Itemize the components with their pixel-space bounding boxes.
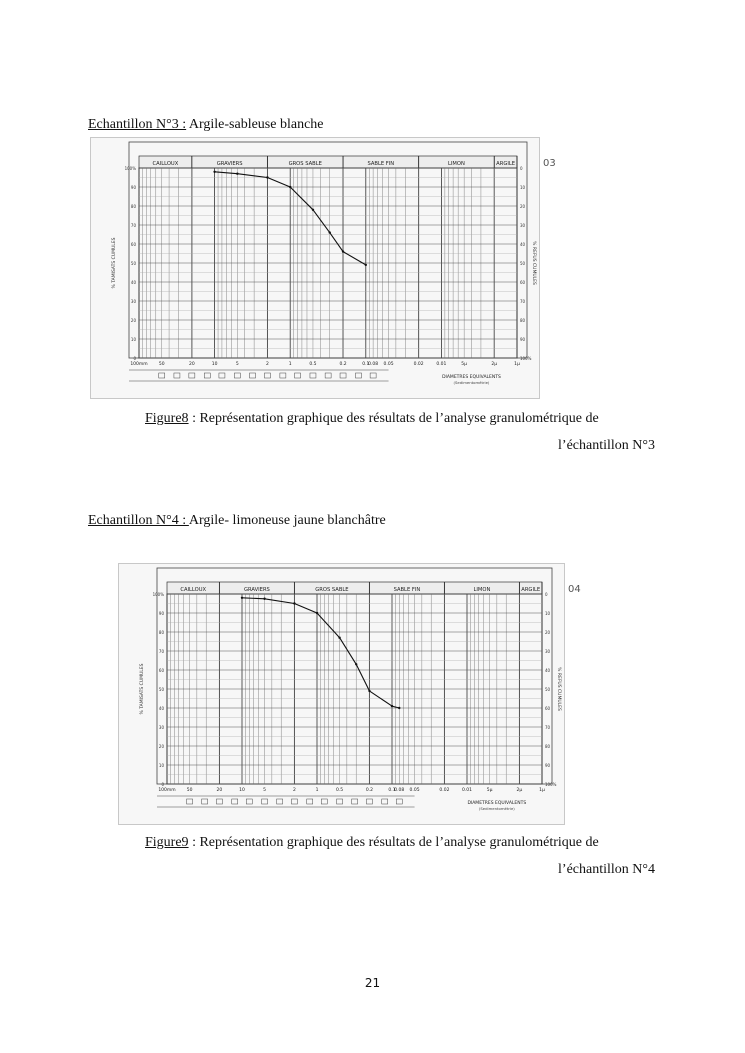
sample-4-title [88, 513, 386, 529]
sieve-box [355, 373, 361, 378]
figure-9-caption [145, 829, 599, 856]
grain-size-chart-sample-4 [118, 563, 565, 825]
x-tick-label: 0.01 [436, 362, 447, 367]
zone-label: GROS SABLE [315, 587, 349, 593]
x-tick-label: 5 [263, 788, 267, 793]
figure-8-caption-text: : Représentation graphique des résultats de l’analyse granulométrique de [188, 411, 599, 426]
data-point [266, 176, 268, 178]
y-tick-right: 80 [545, 744, 551, 749]
x-tick-label: 0.2 [365, 788, 374, 793]
x-axis-subtitle: (Sedimentométrie) [478, 806, 515, 811]
x-tick-label: 20 [188, 362, 195, 367]
x-tick-label: 5μ [461, 362, 468, 367]
data-point [355, 663, 357, 665]
sieve-box [250, 373, 256, 378]
x-tick-label: 0.02 [413, 362, 424, 367]
x-tick-label: 0.05 [383, 362, 394, 367]
zone-label: GROS SABLE [288, 161, 322, 167]
chart-frame [129, 142, 527, 358]
y-tick-left: 90 [130, 185, 136, 190]
y-tick-right: 70 [520, 299, 526, 304]
y-tick-left: 30 [130, 299, 136, 304]
x-tick-label: 2 [266, 362, 269, 367]
y-tick-right: 60 [545, 706, 551, 711]
chart-svg [119, 564, 564, 824]
figure-9-label: Figure9 [145, 835, 189, 850]
y-tick-left: 10 [130, 337, 136, 342]
y-axis-left-title: % TAMISATS CUMULES [112, 237, 117, 289]
sieve-box [262, 799, 268, 804]
sieve-box [321, 799, 327, 804]
sieve-box [352, 799, 358, 804]
y-axis-right-title: % REFUS CUMULES [531, 241, 536, 285]
handwritten-tag-03: 03 [543, 158, 556, 169]
y-tick-right: 90 [520, 337, 526, 342]
x-tick-label: 50 [186, 788, 193, 793]
chart-svg [91, 138, 539, 398]
y-tick-right: 60 [520, 280, 526, 285]
x-tick-label: 100mm [158, 788, 176, 793]
sieve-box [264, 373, 270, 378]
sieve-box [216, 799, 222, 804]
y-tick-left: 80 [130, 204, 136, 209]
sieve-box [396, 799, 402, 804]
x-tick-label: 1 [288, 362, 292, 367]
y-tick-right: 70 [545, 725, 551, 730]
figure-8-caption-line2: l’échantillon N°3 [558, 438, 655, 453]
sieve-box [382, 799, 388, 804]
x-tick-label: 0.05 [409, 788, 420, 793]
sample-3-description: Argile-sableuse blanche [186, 117, 324, 132]
data-point [365, 264, 367, 266]
sieve-box [337, 799, 343, 804]
y-tick-right: 50 [545, 687, 551, 692]
y-tick-left: 30 [158, 725, 164, 730]
sieve-box [187, 799, 193, 804]
x-tick-label: 100mm [130, 362, 148, 367]
y-tick-right: 30 [520, 223, 526, 228]
y-tick-right: 20 [545, 630, 551, 635]
x-tick-label: 20 [216, 788, 223, 793]
y-tick-left: 40 [158, 706, 164, 711]
zone-label: LIMON [448, 161, 465, 167]
sieve-box [280, 373, 286, 378]
figure-9-caption-line2: l’échantillon N°4 [558, 862, 655, 877]
data-point [368, 690, 370, 692]
zone-label: SABLE FIN [367, 161, 395, 167]
y-tick-left: 0 [133, 356, 136, 361]
data-point [263, 598, 265, 600]
y-tick-right: 100% [520, 356, 532, 361]
figure-8-caption [145, 405, 599, 432]
chart-frame [157, 568, 552, 784]
data-point [312, 209, 314, 211]
y-tick-right: 10 [545, 611, 551, 616]
x-tick-label: 2μ [491, 362, 498, 367]
x-tick-label: 10 [211, 362, 218, 367]
y-tick-right: 10 [520, 185, 526, 190]
sample-4-description: Argile- limoneuse jaune blanchâtre [188, 513, 386, 528]
sieve-box [370, 373, 376, 378]
x-tick-label: 1 [315, 788, 319, 793]
x-axis-subtitle: (Sedimentométrie) [453, 380, 490, 385]
sample-3-title [88, 117, 324, 133]
sieve-box [234, 373, 240, 378]
y-tick-right: 40 [520, 242, 526, 247]
data-point [236, 173, 238, 175]
x-tick-label: 2 [292, 788, 296, 793]
y-axis-left-title: % TAMISATS CUMULES [140, 663, 145, 715]
page-number: 21 [364, 976, 381, 990]
y-axis-right-title: % REFUS CUMULES [556, 667, 561, 711]
y-tick-left: 100% [152, 592, 164, 597]
y-tick-left: 20 [158, 744, 164, 749]
x-tick-label: 5μ [486, 788, 493, 793]
grain-size-chart-sample-3 [90, 137, 540, 399]
y-tick-left: 0 [161, 782, 164, 787]
x-tick-label: 0.08 [368, 362, 379, 367]
sieve-box [295, 373, 301, 378]
sieve-box [202, 799, 208, 804]
x-tick-label: 0.08 [394, 788, 405, 793]
y-tick-right: 80 [520, 318, 526, 323]
data-point [391, 705, 393, 707]
data-point [241, 597, 243, 599]
x-axis-title: DIAMETRES EQUIVALENTS [467, 801, 527, 806]
y-tick-left: 60 [158, 668, 164, 673]
y-tick-left: 50 [158, 687, 164, 692]
y-tick-left: 80 [158, 630, 164, 635]
y-tick-right: 20 [520, 204, 526, 209]
sieve-box [232, 799, 238, 804]
y-tick-right: 90 [545, 763, 551, 768]
data-point [289, 186, 291, 188]
data-point [342, 250, 344, 252]
zone-label: ARGILE [521, 587, 541, 593]
data-point [338, 637, 340, 639]
zone-label: CAILLOUX [152, 161, 179, 167]
sieve-box [204, 373, 210, 378]
y-tick-right: 30 [545, 649, 551, 654]
y-tick-left: 40 [130, 280, 136, 285]
x-tick-label: 0.5 [309, 362, 317, 367]
x-tick-label: 50 [158, 362, 165, 367]
data-point [398, 707, 400, 709]
zone-label: CAILLOUX [180, 587, 207, 593]
x-tick-label: 5 [235, 362, 239, 367]
sieve-box [307, 799, 313, 804]
y-tick-right: 40 [545, 668, 551, 673]
x-tick-label: 0.1 [362, 362, 370, 367]
y-tick-left: 60 [130, 242, 136, 247]
data-point [293, 602, 295, 604]
x-tick-label: 1μ [539, 788, 545, 793]
x-tick-label: 2μ [516, 788, 523, 793]
sieve-box [246, 799, 252, 804]
x-tick-label: 0.1 [388, 788, 396, 793]
sample-3-label: Echantillon N°3 : [88, 117, 187, 132]
data-point [316, 612, 318, 614]
y-tick-right: 100% [545, 782, 557, 787]
sieve-box [366, 799, 372, 804]
x-tick-label: 1μ [514, 362, 520, 367]
zone-label: LIMON [473, 587, 491, 593]
data-point [329, 231, 331, 233]
y-tick-left: 100% [124, 166, 136, 171]
x-tick-label: 0.5 [335, 788, 344, 793]
y-tick-left: 90 [158, 611, 164, 616]
sieve-box [219, 373, 225, 378]
y-tick-left: 70 [130, 223, 136, 228]
data-point [213, 171, 215, 173]
sample-4-label: Echantillon N°4 : [88, 513, 189, 528]
figure-8-label: Figure8 [145, 411, 189, 426]
y-tick-right: 50 [520, 261, 526, 266]
sieve-box [159, 373, 165, 378]
zone-label: SABLE FIN [393, 587, 421, 593]
sieve-box [325, 373, 331, 378]
x-tick-label: 0.2 [339, 362, 347, 367]
y-tick-left: 10 [158, 763, 164, 768]
sieve-box [189, 373, 195, 378]
sieve-box [174, 373, 180, 378]
zone-label: GRAVIERS [216, 161, 243, 167]
y-tick-right: 0 [520, 166, 523, 171]
x-axis-title: DIAMETRES EQUIVALENTS [442, 375, 501, 380]
sieve-box [340, 373, 346, 378]
y-tick-left: 70 [158, 649, 164, 654]
figure-9-caption-text: : Représentation graphique des résultats de l’analyse granulométrique de [188, 835, 599, 850]
sieve-box [277, 799, 283, 804]
y-tick-left: 50 [130, 261, 136, 266]
sieve-box [291, 799, 297, 804]
zone-label: ARGILE [496, 161, 516, 167]
x-tick-label: 0.01 [461, 788, 473, 793]
sieve-box [310, 373, 316, 378]
x-tick-label: 0.02 [439, 788, 450, 793]
x-tick-label: 10 [239, 788, 245, 793]
handwritten-tag-04: 04 [568, 584, 581, 595]
y-tick-right: 0 [545, 592, 548, 597]
zone-label: GRAVIERS [243, 587, 270, 593]
y-tick-left: 20 [130, 318, 136, 323]
